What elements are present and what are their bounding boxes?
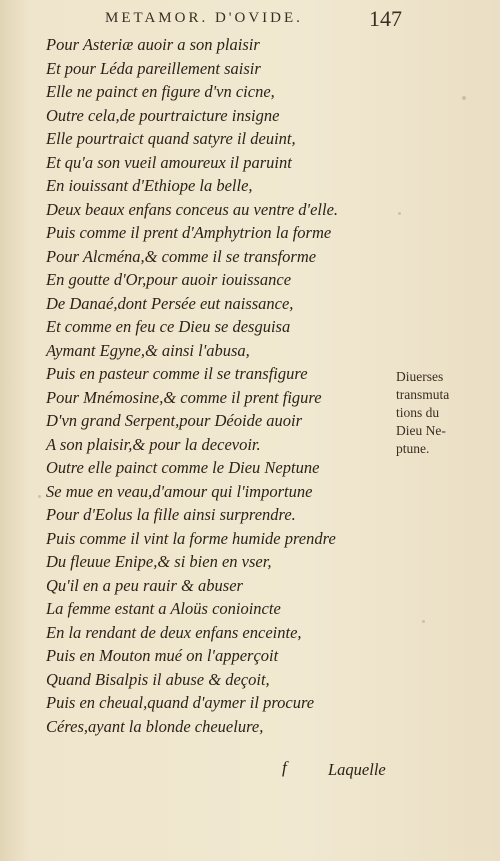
verse-line: Outre cela,de pourtraicture insigne xyxy=(46,105,280,125)
paper-spot xyxy=(422,620,425,623)
paper-spot xyxy=(398,212,401,215)
verse-line: Qu'il en a peu rauir & abuser xyxy=(46,575,243,595)
verse-line: D'vn grand Serpent,pour Déoide auoir xyxy=(46,411,303,430)
verse-line: Puis comme il vint la forme humide prendre xyxy=(46,528,336,548)
verse-line: Et qu'a son vueil amoureux il paruint xyxy=(46,152,292,172)
verse-line: En la rendant de deux enfans enceinte, xyxy=(46,622,302,642)
marginal-note-line: Dieu Ne- xyxy=(396,423,446,438)
verse-line: Du fleuue Enipe,& si bien en vser, xyxy=(46,552,272,571)
verse-line: Et comme en feu ce Dieu se desguisa xyxy=(46,317,291,336)
verse-line: Se mue en veau,d'amour qui l'importune xyxy=(46,481,313,501)
paper-spot xyxy=(462,96,466,100)
verse-line: Outre elle painct comme le Dieu Neptune xyxy=(46,458,320,477)
verse-line: Pour d'Eolus la fille ainsi surprendre. xyxy=(46,505,296,524)
page-header xyxy=(105,8,405,34)
verse-text xyxy=(46,33,386,738)
verse-line: Pour Mnémosine,& comme il prent figure xyxy=(46,387,322,407)
verse-line: A son plaisir,& pour la decevoir. xyxy=(46,434,261,454)
marginal-note-line: transmuta xyxy=(396,387,450,402)
verse-line: Puis comme il prent d'Amphytrion la forme xyxy=(46,223,332,242)
catchword: Laquelle xyxy=(328,760,386,779)
marginal-note-line: tions du xyxy=(396,405,440,420)
verse-line: En goutte d'Or,pour auoir iouissance xyxy=(46,270,292,289)
marginal-note-line: Diuerses xyxy=(396,369,444,384)
signature-mark: f xyxy=(282,758,287,777)
verse-line: Quand Bisalpis il abuse & deçoit, xyxy=(46,669,270,689)
verse-line: Elle ne painct en figure d'vn cicne, xyxy=(46,82,275,101)
verse-line: Et pour Léda pareillement saisir xyxy=(46,58,261,78)
running-title: METAMOR. D'OVIDE. xyxy=(105,10,303,26)
marginal-note-line: ptune. xyxy=(396,441,430,456)
verse-line: Deux beaux enfans conceus au ventre d'elle. xyxy=(46,199,339,219)
verse-line: La femme estant a Aloüs conioincte xyxy=(46,599,281,618)
marginal-note xyxy=(396,368,496,458)
verse-line: En iouissant d'Ethiope la belle, xyxy=(46,176,253,195)
verse-line: Elle pourtraict quand satyre il deuint, xyxy=(46,129,296,148)
verse-line: Pour Asteriæ auoir a son plaisir xyxy=(46,35,260,54)
verse-line: Puis en Mouton mué on l'apperçoit xyxy=(46,646,279,665)
page-number: 147 xyxy=(369,6,402,31)
verse-line: De Danaé,dont Persée eut naissance, xyxy=(46,293,294,313)
verse-line: Puis en cheual,quand d'aymer il procure xyxy=(46,693,315,712)
verse-line: Aymant Egyne,& ainsi l'abusa, xyxy=(46,340,250,360)
paper-spot xyxy=(38,495,41,498)
verse-line: Puis en pasteur comme il se transfigure xyxy=(46,364,308,383)
verse-line: Pour Alcména,& comme il se transforme xyxy=(46,246,317,266)
verse-line: Céres,ayant la blonde cheuelure, xyxy=(46,716,264,736)
